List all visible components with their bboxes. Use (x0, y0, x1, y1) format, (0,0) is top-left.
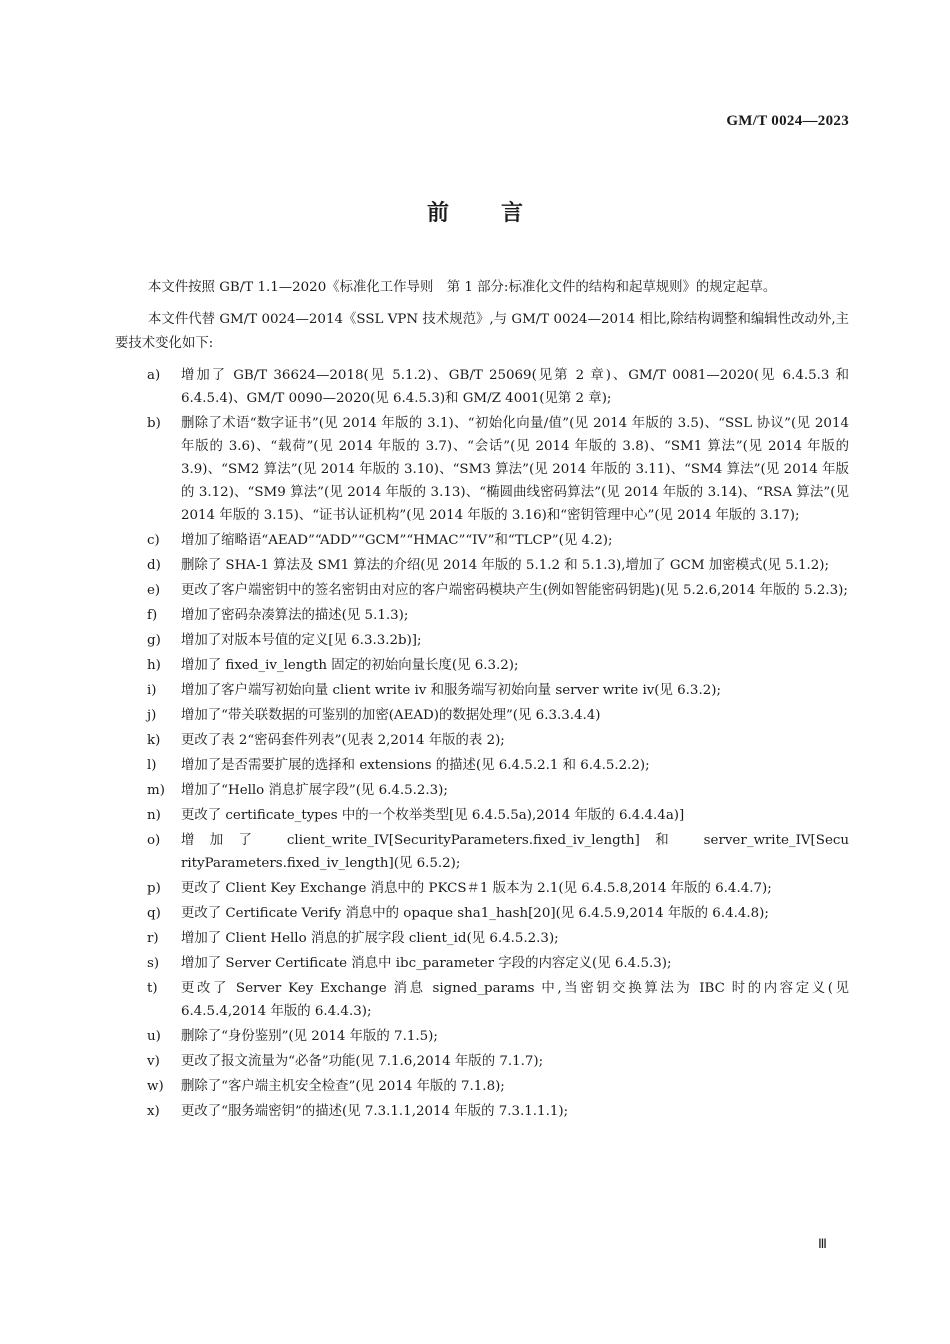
list-item-text: 更改了客户端密钥中的签名密钥由对应的客户端密码模块产生(例如智能密码钥匙)(见 5.2.6,2014 年版的 5.2.3); (181, 583, 848, 598)
list-item (115, 1025, 849, 1048)
list-item-marker: n) (147, 808, 161, 823)
list-item-marker: q) (147, 906, 161, 921)
list-item (115, 1075, 849, 1098)
list-item (115, 877, 849, 900)
list-item-marker: i) (147, 683, 157, 698)
list-item-text: 增加了“带关联数据的可鉴别的加密(AEAD)的数据处理”(见 6.3.3.4.4) (181, 708, 601, 723)
list-item-text: 增加了 fixed_iv_length 固定的初始向量长度(见 6.3.2); (181, 658, 519, 673)
list-item (115, 679, 849, 702)
paragraph-replacement: 本文件代替 GM/T 0024—2014《SSL VPN 技术规范》,与 GM/T 0024—2014 相比,除结构调整和编辑性改动外,主要技术变化如下: (115, 312, 849, 351)
list-item-text: 增加了客户端写初始向量 client write iv 和服务端写初始向量 server write iv(见 6.3.2); (181, 683, 721, 698)
list-item (115, 704, 849, 727)
list-item-marker: o) (147, 833, 161, 848)
list-item (115, 529, 849, 552)
list-item-text: 增加了是否需要扩展的选择和 extensions 的描述(见 6.4.5.2.1 和 6.4.5.2.2); (181, 758, 650, 773)
list-item-marker: l) (147, 758, 157, 773)
list-item-text: 更改了 certificate_types 中的一个枚举类型[见 6.4.5.5a),2014 年版的 6.4.4.4a)] (181, 808, 685, 823)
standard-code: GM/T 0024—2023 (726, 113, 849, 129)
list-item-marker: t) (147, 981, 158, 996)
list-item-marker: k) (147, 733, 161, 748)
list-item-text: 更改了表 2“密码套件列表”(见表 2,2014 年版的表 2); (181, 733, 505, 748)
list-item-text: 删除了 SHA-1 算法及 SM1 算法的介绍(见 2014 年版的 5.1.2 和 5.1.3),增加了 GCM 加密模式(见 5.1.2); (181, 558, 830, 573)
list-item (115, 977, 849, 1023)
list-item (115, 927, 849, 950)
page-title (0, 196, 950, 227)
list-item-marker: d) (147, 558, 161, 573)
list-item (115, 1050, 849, 1073)
list-item (115, 554, 849, 577)
list-item (115, 412, 849, 527)
list-item-text: 更改了报文流量为“必备”功能(见 7.1.6,2014 年版的 7.1.7); (181, 1054, 544, 1069)
list-item-marker: p) (147, 881, 161, 896)
document-body (115, 276, 849, 1125)
list-item (115, 629, 849, 652)
list-item-marker: c) (147, 533, 160, 548)
list-item-marker: s) (147, 956, 160, 971)
list-item-marker: g) (147, 633, 161, 648)
list-item-text: 删除了“客户端主机安全检查”(见 2014 年版的 7.1.8); (181, 1079, 505, 1094)
list-item-marker: h) (147, 658, 161, 673)
list-item-text: 增加了 Server Certificate 消息中 ibc_parameter 字段的内容定义(见 6.4.5.3); (181, 956, 672, 971)
list-item-marker: r) (147, 931, 159, 946)
title-char-1: 前 (426, 201, 449, 226)
list-item-text: 更改了“服务端密钥”的描述(见 7.3.1.1,2014 年版的 7.3.1.1.1); (181, 1104, 569, 1119)
list-item-text: 增加了 GB/T 36624—2018(见 5.1.2)、GB/T 25069(见第 2 章)、GM/T 0081—2020(见 6.4.5.3 和 6.4.5.4)、GM/T 0090—2020(见 6.4.5.3)和 GM/Z 4001(见第 2 章); (181, 368, 849, 406)
list-item-marker: f) (147, 608, 158, 623)
list-item-marker: w) (147, 1079, 164, 1094)
list-item (115, 902, 849, 925)
list-item (115, 804, 849, 827)
list-item-marker: b) (147, 416, 161, 431)
list-item-text: 增加了对版本号值的定义[见 6.3.3.2b)]; (181, 633, 422, 648)
list-item-text: 删除了“身份鉴别”(见 2014 年版的 7.1.5); (181, 1029, 438, 1044)
list-item (115, 579, 849, 602)
list-item (115, 729, 849, 752)
list-item-text: 更改了 Client Key Exchange 消息中的 PKCS＃1 版本为 2.1(见 6.4.5.8,2014 年版的 6.4.4.7); (181, 881, 772, 896)
list-item-text: 增加了 Client Hello 消息的扩展字段 client_id(见 6.4.5.2.3); (181, 931, 559, 946)
change-list (115, 364, 849, 1123)
list-item-marker: e) (147, 583, 161, 598)
list-item-text: 更改了 Server Key Exchange 消息 signed_params 中,当密钥交换算法为 IBC 时的内容定义(见 6.4.5.4,2014 年版的 6.4.4.3); (181, 981, 849, 1019)
list-item-text: 删除了术语“数字证书”(见 2014 年版的 3.1)、“初始化向量/值”(见 2014 年版的 3.5)、“SSL 协议”(见 2014 年版的 3.6)、“载荷”(见 2014 年版的 3.7)、“会话”(见 2014 年版的 3.8)、“SM1 算法”(见 2014 年版的 3.9)、“SM2 算法”(见 2014 年版的 3.10)、“SM3 算法”(见 2014 年版的 3.11)、“SM4 算法”(见 2014 年版的 3.12)、“SM9 算法”(见 2014 年版的 3.13)、“椭圆曲线密码算法”(见 2014 年版的 3.14)、“RSA 算法”(见 2014 年版的 3.15)、“证书认证机构”(见 2014 年版的 3.16)和“密钥管理中心”(见 2014 年版的 3.17); (181, 416, 849, 523)
list-item (115, 604, 849, 627)
list-item-marker: j) (147, 708, 157, 723)
list-item-text: 增加了 client_write_IV[SecurityParameters.fixed_iv_length]和 server_write_IV[Secu rityParameters.fixed_iv_length](见 6.5.2); (181, 833, 849, 871)
list-item-text: 增加了密码杂凑算法的描述(见 5.1.3); (181, 608, 409, 623)
list-item (115, 829, 849, 875)
list-item-marker: x) (147, 1104, 160, 1119)
list-item (115, 364, 849, 410)
title-char-2: 言 (501, 201, 524, 226)
list-item-marker: v) (147, 1054, 160, 1069)
list-item (115, 1100, 849, 1123)
list-item-marker: u) (147, 1029, 161, 1044)
list-item (115, 952, 849, 975)
list-item-text: 增加了缩略语“AEAD”“ADD”“GCM”“HMAC”“IV”和“TLCP”(见 4.2); (181, 533, 613, 548)
list-item-text: 更改了 Certificate Verify 消息中的 opaque sha1_hash[20](见 6.4.5.9,2014 年版的 6.4.4.8); (181, 906, 769, 921)
list-item-text: 增加了“Hello 消息扩展字段”(见 6.4.5.2.3); (181, 783, 448, 798)
list-item-marker: a) (147, 368, 161, 383)
page-number: Ⅲ (818, 1236, 827, 1251)
list-item-marker: m) (147, 783, 165, 798)
list-item (115, 754, 849, 777)
list-item (115, 654, 849, 677)
list-item (115, 779, 849, 802)
paragraph-intro: 本文件按照 GB/T 1.1—2020《标准化工作导则 第 1 部分:标准化文件的结构和起草规则》的规定起草。 (148, 280, 777, 295)
